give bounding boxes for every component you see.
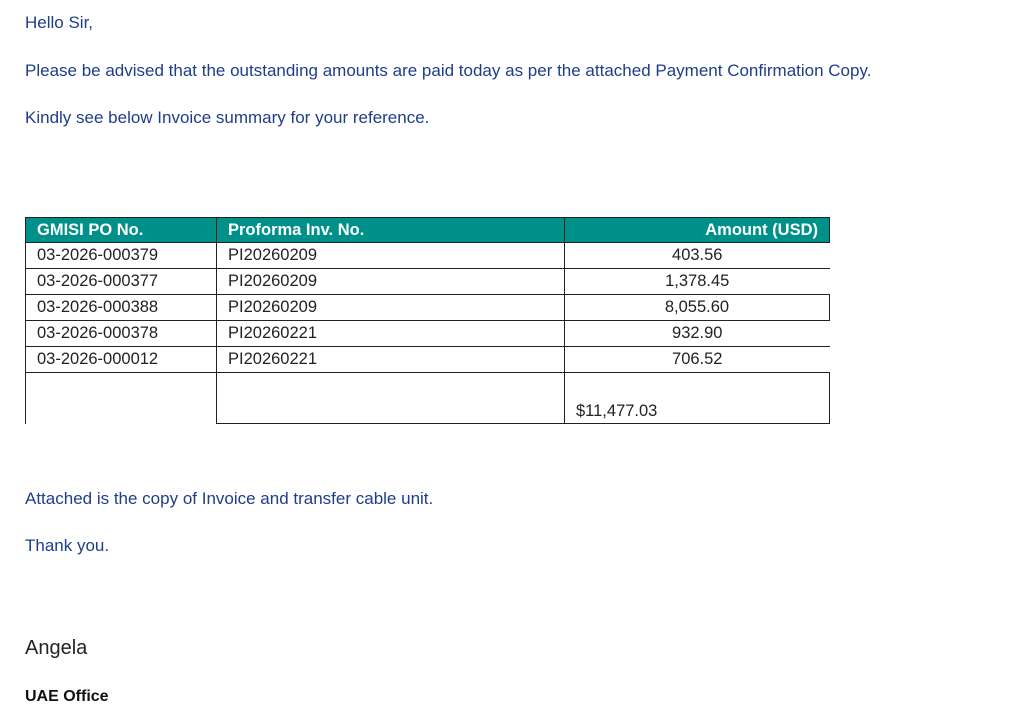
signature-office: UAE Office [25,688,109,705]
greeting-text: Hello Sir, [25,13,94,32]
table-row [26,295,830,321]
amount-cell: 932.90 [565,321,830,347]
invoice-number-cell: PI20260209 [217,243,565,269]
table-row [26,243,830,269]
po-number-cell: 03-2026-000377 [26,269,217,295]
table-header-row [26,218,830,243]
amount-cell: 1,378.45 [565,269,830,295]
invoice-summary-table [25,217,830,424]
total-amount-cell: $11,477.03 [565,373,830,424]
invoice-number-cell: PI20260221 [217,347,565,373]
table-row [26,321,830,347]
invoice-number-cell: PI20260221 [217,321,565,347]
po-number-cell: 03-2026-000012 [26,347,217,373]
payment-advice-text: Please be advised that the outstanding amounts are paid today as per the attached Payment Confirmation Copy. [25,61,872,80]
table-row [26,269,830,295]
amount-cell: 403.56 [565,243,830,269]
header-amount: Amount (USD) [565,218,830,243]
summary-intro-text: Kindly see below Invoice summary for your reference. [25,108,430,127]
total-row [26,373,830,424]
total-empty-cell [217,373,565,424]
thanks-text: Thank you. [25,536,110,555]
invoice-number-cell: PI20260209 [217,295,565,321]
table-row [26,347,830,373]
po-number-cell: 03-2026-000378 [26,321,217,347]
invoice-number-cell: PI20260209 [217,269,565,295]
total-empty-cell [26,373,217,424]
po-number-cell: 03-2026-000379 [26,243,217,269]
header-po-number: GMISI PO No. [26,218,217,243]
attachment-note-text: Attached is the copy of Invoice and transfer cable unit. [25,489,434,508]
signature-name: Angela [25,637,88,659]
amount-cell: 706.52 [565,347,830,373]
po-number-cell: 03-2026-000388 [26,295,217,321]
header-proforma-invoice: Proforma Inv. No. [217,218,565,243]
amount-cell: 8,055.60 [565,295,830,321]
